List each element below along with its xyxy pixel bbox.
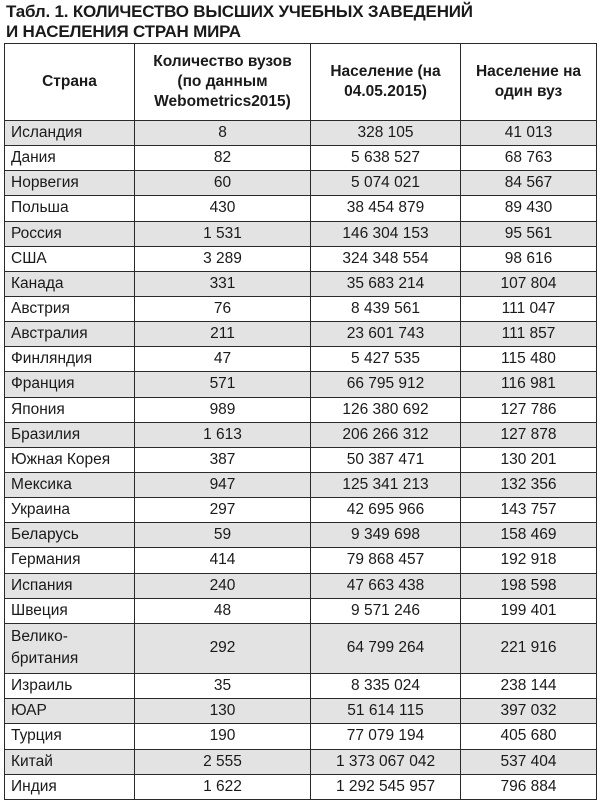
cell-country: Турция xyxy=(5,724,135,749)
header-per-university: Население на один вуз xyxy=(461,44,597,121)
cell-universities: 48 xyxy=(135,598,311,623)
cell-per-university: 132 356 xyxy=(461,472,597,497)
cell-universities: 47 xyxy=(135,347,311,372)
cell-universities: 76 xyxy=(135,296,311,321)
cell-per-university: 796 884 xyxy=(461,774,597,799)
table-row xyxy=(5,121,597,146)
cell-universities: 2 555 xyxy=(135,749,311,774)
cell-per-university: 84 567 xyxy=(461,171,597,196)
cell-universities: 59 xyxy=(135,523,311,548)
cell-country: Израиль xyxy=(5,674,135,699)
cell-per-university: 41 013 xyxy=(461,121,597,146)
cell-population: 146 304 153 xyxy=(311,221,461,246)
table-row xyxy=(5,422,597,447)
cell-per-university: 111 047 xyxy=(461,296,597,321)
cell-per-university: 130 201 xyxy=(461,447,597,472)
cell-country: Беларусь xyxy=(5,523,135,548)
cell-per-university: 192 918 xyxy=(461,548,597,573)
cell-per-university: 537 404 xyxy=(461,749,597,774)
cell-per-university: 111 857 xyxy=(461,322,597,347)
cell-country: Франция xyxy=(5,372,135,397)
cell-population: 50 387 471 xyxy=(311,447,461,472)
table-row xyxy=(5,598,597,623)
cell-per-university: 158 469 xyxy=(461,523,597,548)
cell-population: 51 614 115 xyxy=(311,699,461,724)
table-row xyxy=(5,774,597,799)
cell-per-university: 397 032 xyxy=(461,699,597,724)
cell-universities: 297 xyxy=(135,498,311,523)
cell-population: 64 799 264 xyxy=(311,623,461,673)
cell-universities: 571 xyxy=(135,372,311,397)
cell-universities: 8 xyxy=(135,121,311,146)
table-caption-line-1: Табл. 1. КОЛИЧЕСТВО ВЫСШИХ УЧЕБНЫХ ЗАВЕДЕНИЙ xyxy=(6,2,473,21)
cell-population: 9 349 698 xyxy=(311,523,461,548)
cell-per-university: 98 616 xyxy=(461,246,597,271)
table-row xyxy=(5,296,597,321)
cell-population: 42 695 966 xyxy=(311,498,461,523)
table-row xyxy=(5,372,597,397)
table-row xyxy=(5,347,597,372)
countries-universities-table xyxy=(4,43,597,800)
cell-country: Финляндия xyxy=(5,347,135,372)
cell-country: Исландия xyxy=(5,121,135,146)
cell-universities: 35 xyxy=(135,674,311,699)
cell-universities: 60 xyxy=(135,171,311,196)
table-caption xyxy=(6,2,596,42)
table-row xyxy=(5,523,597,548)
cell-universities: 430 xyxy=(135,196,311,221)
cell-country: Бразилия xyxy=(5,422,135,447)
cell-universities: 414 xyxy=(135,548,311,573)
cell-per-university: 198 598 xyxy=(461,573,597,598)
cell-per-university: 107 804 xyxy=(461,271,597,296)
header-universities: Количество вузов (по данным Webometrics2015) xyxy=(135,44,311,121)
cell-country: Южная Корея xyxy=(5,447,135,472)
cell-country: Индия xyxy=(5,774,135,799)
header-country: Страна xyxy=(5,44,135,121)
table-row xyxy=(5,498,597,523)
cell-universities: 947 xyxy=(135,472,311,497)
cell-population: 23 601 743 xyxy=(311,322,461,347)
cell-country: Польша xyxy=(5,196,135,221)
cell-country: Австрия xyxy=(5,296,135,321)
table-row xyxy=(5,674,597,699)
table-caption-line-2: И НАСЕЛЕНИЯ СТРАН МИРА xyxy=(6,22,241,41)
cell-universities: 240 xyxy=(135,573,311,598)
table-row xyxy=(5,221,597,246)
table-row xyxy=(5,271,597,296)
cell-per-university: 116 981 xyxy=(461,372,597,397)
cell-universities: 82 xyxy=(135,146,311,171)
cell-country: Канада xyxy=(5,271,135,296)
cell-country: ЮАР xyxy=(5,699,135,724)
cell-population: 66 795 912 xyxy=(311,372,461,397)
table-row xyxy=(5,573,597,598)
cell-population: 47 663 438 xyxy=(311,573,461,598)
header-row xyxy=(5,44,597,121)
table-row xyxy=(5,322,597,347)
cell-country: США xyxy=(5,246,135,271)
cell-universities: 130 xyxy=(135,699,311,724)
cell-per-university: 221 916 xyxy=(461,623,597,673)
cell-country: Испания xyxy=(5,573,135,598)
cell-universities: 1 622 xyxy=(135,774,311,799)
cell-country: Швеция xyxy=(5,598,135,623)
cell-universities: 190 xyxy=(135,724,311,749)
cell-per-university: 115 480 xyxy=(461,347,597,372)
cell-population: 324 348 554 xyxy=(311,246,461,271)
cell-population: 1 373 067 042 xyxy=(311,749,461,774)
table-row xyxy=(5,246,597,271)
cell-country: Дания xyxy=(5,146,135,171)
cell-country: Япония xyxy=(5,397,135,422)
cell-population: 5 074 021 xyxy=(311,171,461,196)
cell-per-university: 143 757 xyxy=(461,498,597,523)
cell-population: 328 105 xyxy=(311,121,461,146)
cell-per-university: 127 786 xyxy=(461,397,597,422)
cell-country: Россия xyxy=(5,221,135,246)
cell-per-university: 238 144 xyxy=(461,674,597,699)
cell-per-university: 95 561 xyxy=(461,221,597,246)
table-row xyxy=(5,171,597,196)
cell-universities: 292 xyxy=(135,623,311,673)
table-row xyxy=(5,196,597,221)
header-population: Население (на 04.05.2015) xyxy=(311,44,461,121)
cell-universities: 1 613 xyxy=(135,422,311,447)
table-row xyxy=(5,623,597,673)
cell-country: Велико- британия xyxy=(5,623,135,673)
cell-per-university: 89 430 xyxy=(461,196,597,221)
cell-universities: 1 531 xyxy=(135,221,311,246)
cell-population: 9 571 246 xyxy=(311,598,461,623)
cell-universities: 331 xyxy=(135,271,311,296)
cell-universities: 211 xyxy=(135,322,311,347)
cell-per-university: 127 878 xyxy=(461,422,597,447)
cell-universities: 387 xyxy=(135,447,311,472)
cell-population: 125 341 213 xyxy=(311,472,461,497)
cell-population: 38 454 879 xyxy=(311,196,461,221)
cell-population: 206 266 312 xyxy=(311,422,461,447)
cell-country: Украина xyxy=(5,498,135,523)
table-row xyxy=(5,699,597,724)
cell-per-university: 199 401 xyxy=(461,598,597,623)
cell-population: 126 380 692 xyxy=(311,397,461,422)
cell-country: Австралия xyxy=(5,322,135,347)
table-row xyxy=(5,397,597,422)
table-row xyxy=(5,548,597,573)
cell-population: 35 683 214 xyxy=(311,271,461,296)
table-row xyxy=(5,472,597,497)
cell-country: Китай xyxy=(5,749,135,774)
table-row xyxy=(5,447,597,472)
table-row xyxy=(5,146,597,171)
cell-population: 1 292 545 957 xyxy=(311,774,461,799)
cell-universities: 3 289 xyxy=(135,246,311,271)
cell-per-university: 405 680 xyxy=(461,724,597,749)
cell-population: 77 079 194 xyxy=(311,724,461,749)
cell-country: Мексика xyxy=(5,472,135,497)
table-row xyxy=(5,749,597,774)
table-row xyxy=(5,724,597,749)
cell-population: 5 427 535 xyxy=(311,347,461,372)
cell-population: 5 638 527 xyxy=(311,146,461,171)
cell-country: Норвегия xyxy=(5,171,135,196)
table-body xyxy=(5,121,597,800)
cell-population: 79 868 457 xyxy=(311,548,461,573)
cell-per-university: 68 763 xyxy=(461,146,597,171)
cell-population: 8 439 561 xyxy=(311,296,461,321)
cell-country: Германия xyxy=(5,548,135,573)
cell-universities: 989 xyxy=(135,397,311,422)
cell-population: 8 335 024 xyxy=(311,674,461,699)
